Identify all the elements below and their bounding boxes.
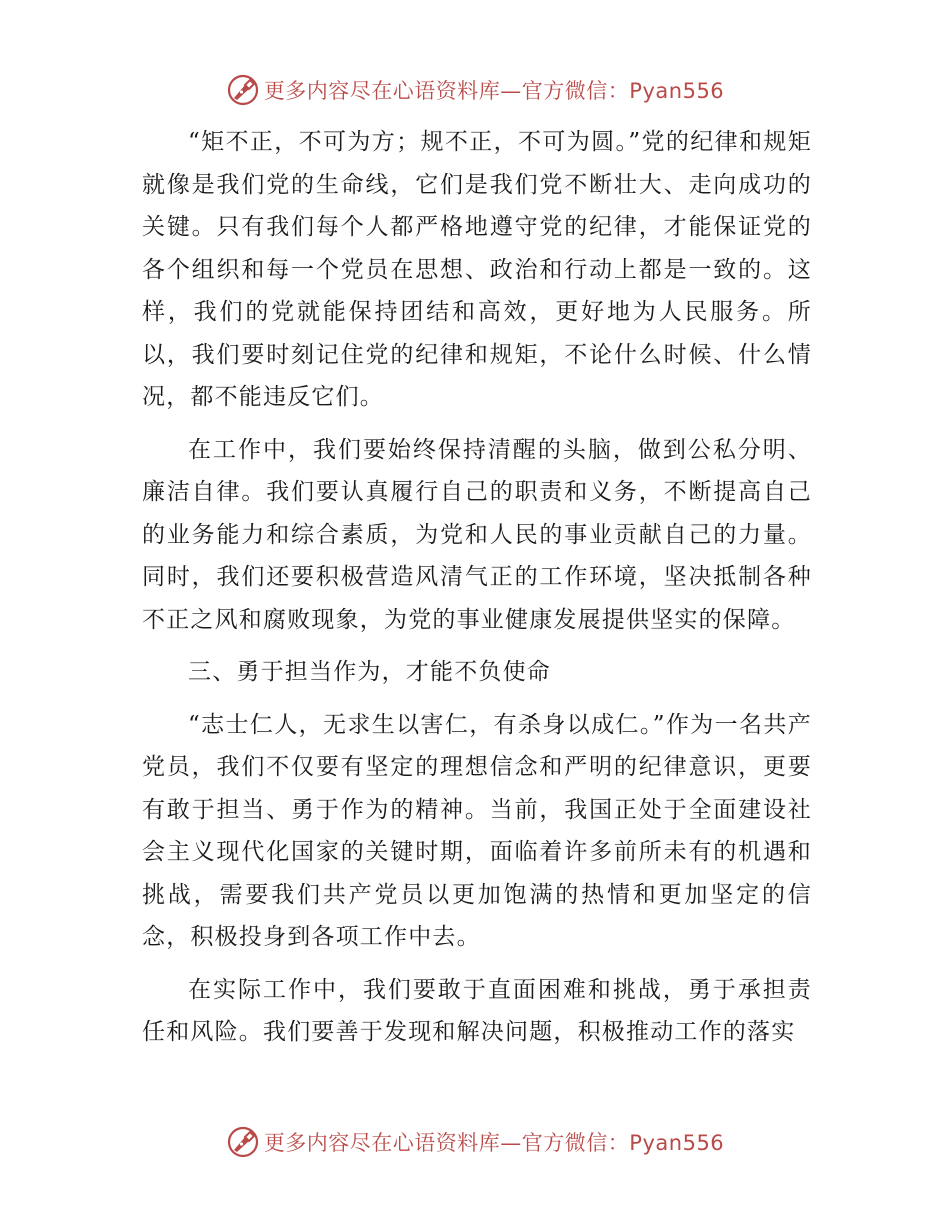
- paragraph-3: “志士仁人，无求生以害仁，有杀身以成仁。”作为一名共产党员，我们不仅要有坚定的理想信念和严明的纪律意识，更要有敢于担当、勇于作为的精神。当前，我国正处于全面建设社会主义现代化国家的关键时期，面临着许多前所未有的机遇和挑战，需要我们共产党员以更加饱满的热情和更加坚定的信念，积极投身到各项工作中去。: [142, 711, 812, 950]
- paragraph-1: “矩不正，不可为方；规不正，不可为圆。”党的纪律和规矩就像是我们党的生命线，它们是我们党不断壮大、走向成功的关键。只有我们每个人都严格地遵守党的纪律，才能保证党的各个组织和每一个党员在思想、政治和行动上都是一致的。这样，我们的党就能保持团结和高效，更好地为人民服务。所以，我们要时刻记住党的纪律和规矩，不论什么时候、什么情况，都不能违反它们。: [142, 129, 812, 410]
- paragraph-4: 在实际工作中，我们要敢于直面困难和挑战，勇于承担责任和风险。我们要善于发现和解决问题，积极推动工作的落实: [142, 976, 812, 1045]
- pen-nib-logo-icon: [226, 1125, 260, 1159]
- footer-banner-text: 更多内容尽在心语资料库—官方微信：Pyan556: [263, 1131, 725, 1155]
- header-banner: [0, 70, 950, 110]
- paragraph-2: 在工作中，我们要始终保持清醒的头脑，做到公私分明、廉洁自律。我们要认真履行自己的职责和义务，不断提高自己的业务能力和综合素质，为党和人民的事业贡献自己的力量。同时，我们还要积极营造风清气正的工作环境，坚决抵制各种不正之风和腐败现象，为党的事业健康发展提供坚实的保障。: [142, 436, 812, 633]
- footer-banner: [0, 1122, 950, 1162]
- section-heading: 三、勇于担当作为，才能不负使命: [188, 659, 551, 685]
- document-body: [142, 121, 812, 1054]
- header-banner-text: 更多内容尽在心语资料库—官方微信：Pyan556: [263, 79, 725, 103]
- pen-nib-logo-icon: [226, 73, 260, 107]
